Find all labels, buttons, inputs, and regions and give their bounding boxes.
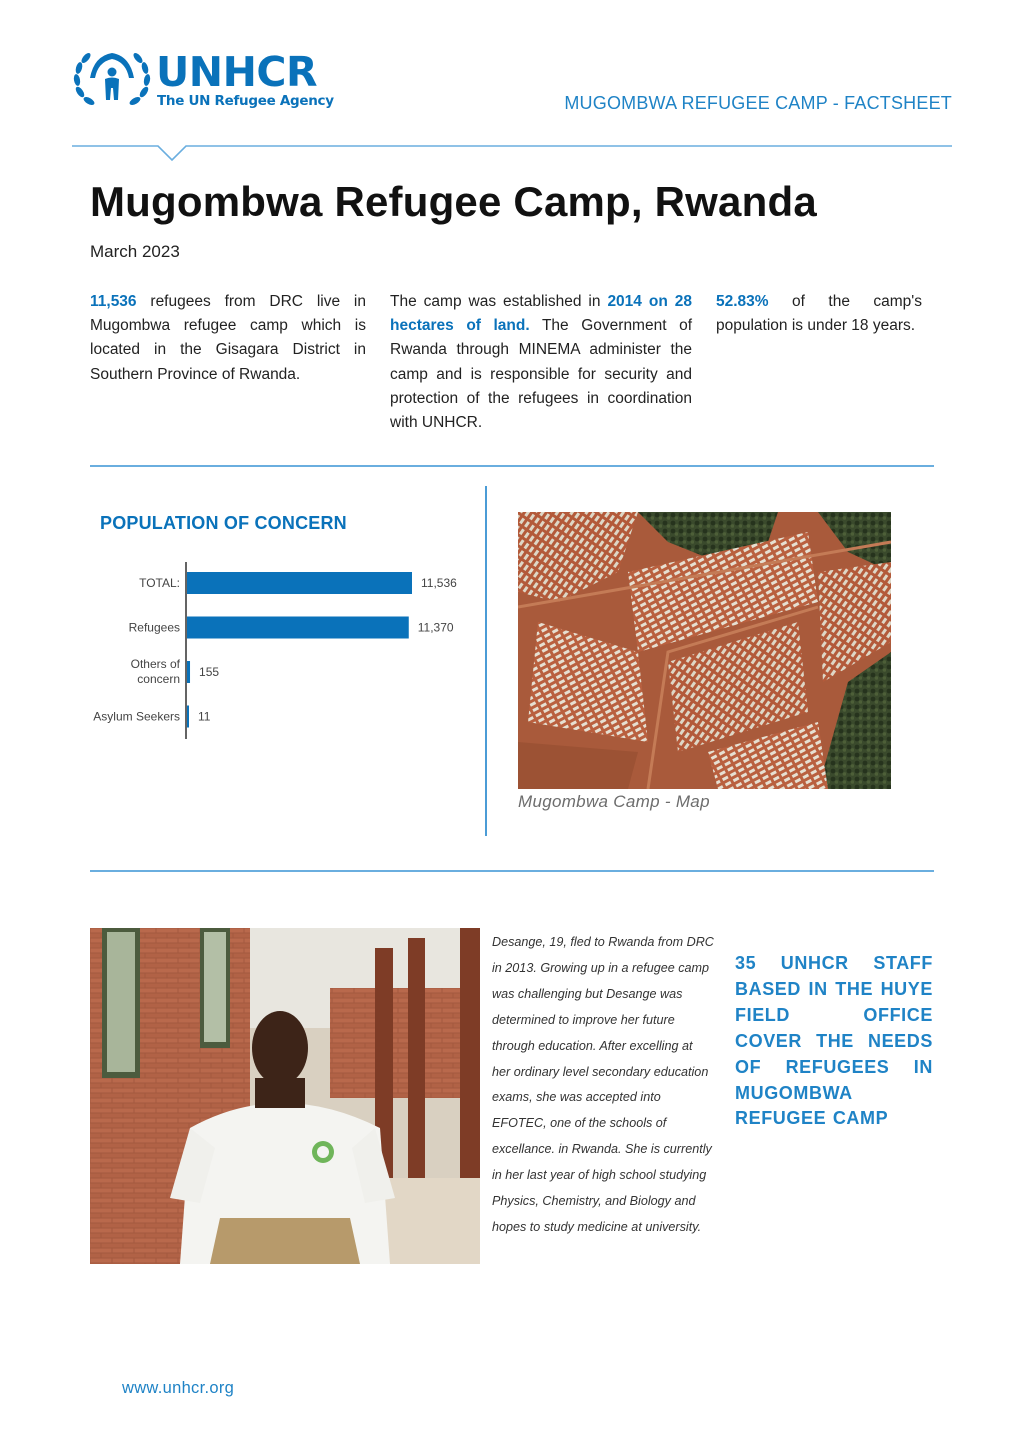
camp-map-image xyxy=(518,512,891,789)
staff-callout: 35 UNHCR STAFF BASED IN THE HUYE FIELD OFFICE COVER THE NEEDS OF REFUGEES IN MUGOMBWA REFUGEE CAMP xyxy=(735,953,933,1129)
page-title: Mugombwa Refugee Camp, Rwanda xyxy=(90,178,817,225)
chart-category-label-line: concern xyxy=(137,672,180,686)
unhcr-logo xyxy=(72,48,342,110)
population-section-title: POPULATION OF CONCERN xyxy=(100,513,347,533)
chart-category-label xyxy=(93,710,180,724)
chart-category-label xyxy=(139,576,180,590)
chart-category-label xyxy=(131,657,181,686)
chart-value-label: 11 xyxy=(198,709,211,724)
intro-highlight: 52.83% xyxy=(716,293,769,310)
intro-highlight: 11,536 xyxy=(90,293,137,310)
header-divider xyxy=(72,145,952,163)
chart-bar xyxy=(187,706,189,728)
chart-value-label: 155 xyxy=(199,665,220,679)
intro-youth-share xyxy=(716,290,922,338)
intro-text: The camp was established in xyxy=(390,293,608,310)
logo-tagline: The UN Refugee Agency xyxy=(157,93,334,109)
chart-bar xyxy=(187,617,409,639)
chart-value-label: 11,370 xyxy=(417,620,454,635)
student-photo xyxy=(90,928,480,1264)
student-portrait-graphic xyxy=(90,928,480,1264)
chart-category-label-line: Refugees xyxy=(128,620,180,635)
intro-highlight: 2014 on 28 hectares of land. xyxy=(390,293,693,335)
section-divider xyxy=(90,465,934,467)
section-divider xyxy=(90,870,934,872)
chart-category-label-line: Others of xyxy=(130,657,180,671)
intro-text: The Government of Rwanda through MINEMA administer the camp and is responsible for security and protection of the refugees in coordination with UNHCR. xyxy=(390,317,692,432)
logo-wordmark: UNHCR xyxy=(156,48,318,96)
student-story: Desange, 19, fled to Rwanda from DRC in 2013. Growing up in a refugee camp was challenging but Desange was determined to improve her future through education. After excelling at her ordinary level secondary education exams, she was accepted into EFOTEC, one of the schools of excellance. in Rwanda. She is currently in her last year of high school studying Physics, Chemistry, and Biology and hopes to study medicine at university. xyxy=(492,935,714,1234)
chart-value-label: 11,536 xyxy=(421,576,457,590)
column-divider xyxy=(485,486,487,836)
report-date: March 2023 xyxy=(90,242,180,261)
unhcr-emblem-icon xyxy=(72,48,152,110)
aerial-map-graphic xyxy=(518,512,891,789)
chart-bar xyxy=(187,572,412,594)
chart-category-label-line: TOTAL: xyxy=(139,576,180,590)
population-bar-chart xyxy=(72,560,482,750)
intro-establishment xyxy=(390,290,692,435)
footer-website-link[interactable]: www.unhcr.org xyxy=(122,1379,235,1397)
factsheet-label: MUGOMBWA REFUGEE CAMP - FACTSHEET xyxy=(564,93,952,113)
intro-text: of the camp's population is under 18 years. xyxy=(716,293,922,335)
intro-refugee-count xyxy=(90,290,366,387)
chart-category-label-line: Asylum Seekers xyxy=(93,709,180,724)
map-caption: Mugombwa Camp - Map xyxy=(518,792,710,811)
chart-category-label xyxy=(129,621,180,635)
intro-text: refugees from DRC live in Mugombwa refugee camp which is located in the Gisagara District in Southern Province of Rwanda. xyxy=(90,293,366,383)
chart-bar xyxy=(187,661,190,683)
